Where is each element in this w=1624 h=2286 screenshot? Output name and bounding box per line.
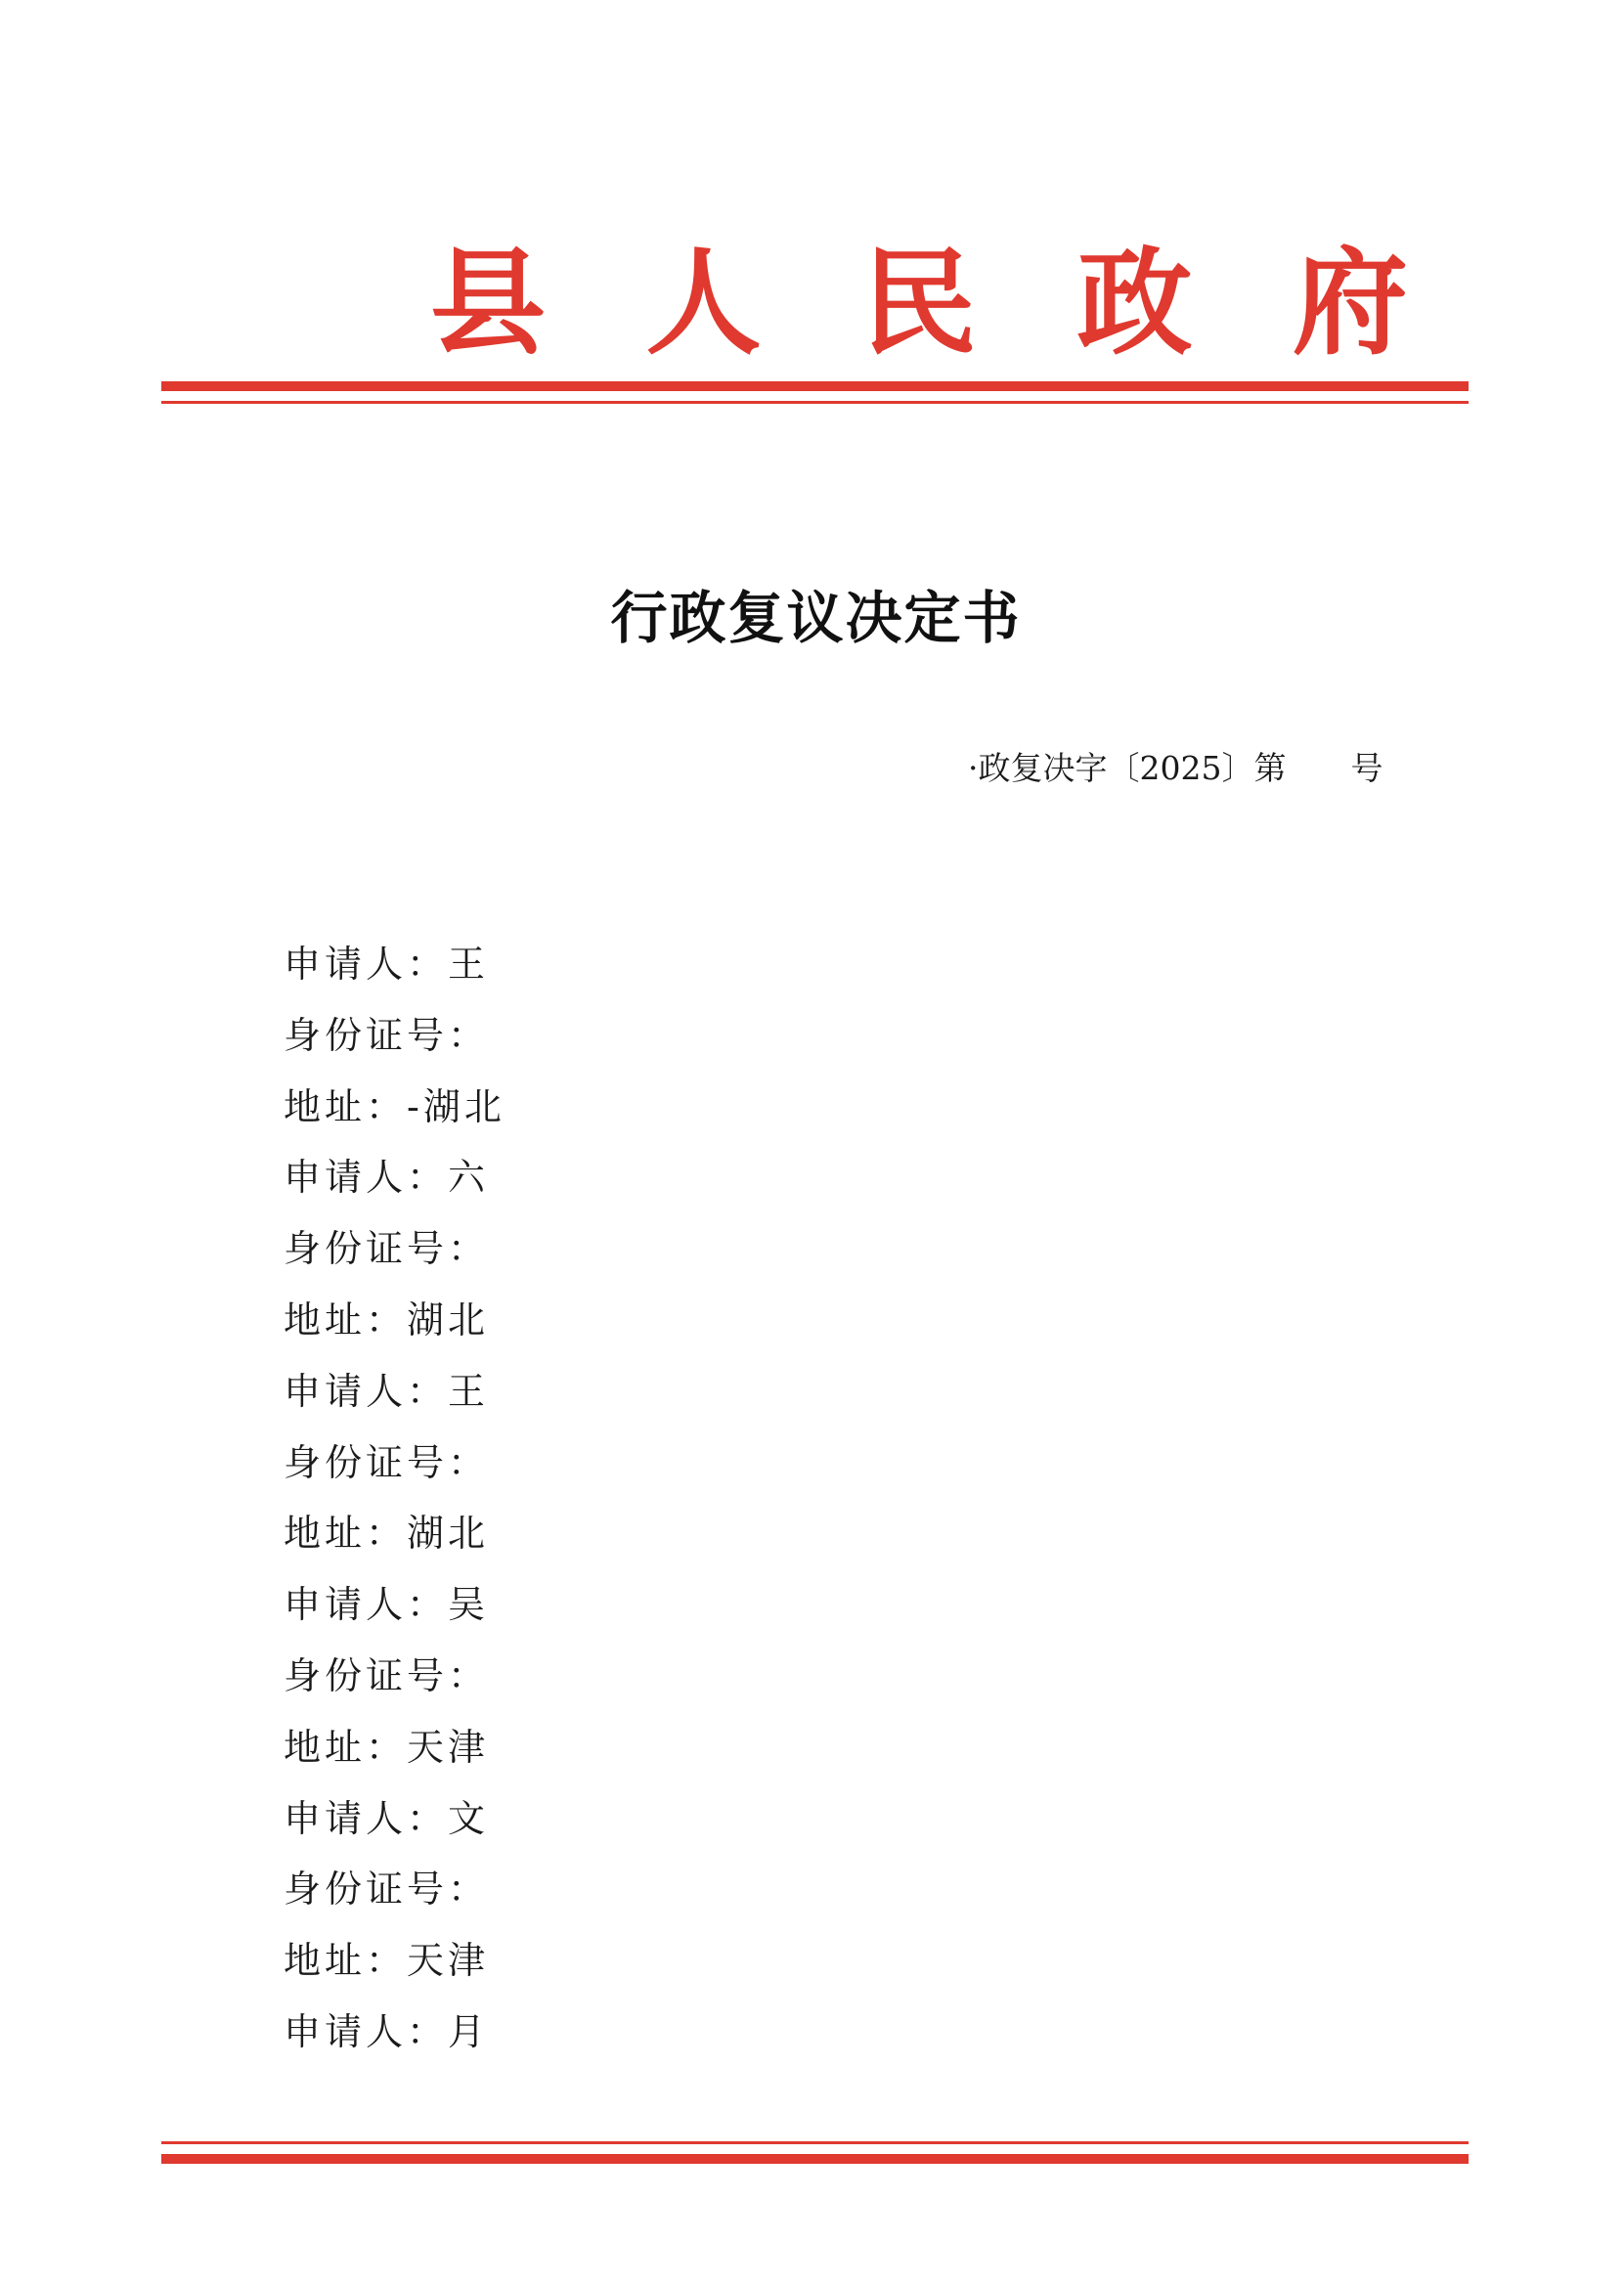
applicant-line: [284, 1356, 490, 1428]
letterhead-title: [430, 235, 1408, 372]
line-label: 地址：: [284, 1725, 408, 1769]
line-value: 湖北: [407, 1512, 490, 1556]
line-value: 湖北: [407, 1297, 490, 1341]
line-value: 天津: [407, 1939, 490, 1983]
line-value: 吴: [448, 1583, 490, 1627]
line-label: 申请人：: [284, 1369, 449, 1413]
line-label: 申请人：: [284, 1583, 449, 1627]
applicant-list: [284, 929, 505, 2063]
letterhead-char: 人: [645, 235, 762, 371]
line-label: 申请人：: [284, 943, 449, 986]
applicant-line: [284, 1072, 505, 1143]
line-value: 天津: [407, 1725, 490, 1769]
applicant-line: [284, 1854, 490, 1925]
line-label: 申请人：: [284, 2009, 449, 2053]
line-label: 地址：: [284, 1297, 408, 1341]
line-label: 身份证号：: [284, 1868, 490, 1912]
line-label: 地址：: [284, 1939, 408, 1983]
applicant-line: [284, 1142, 490, 1213]
line-label: 地址：: [284, 1084, 408, 1128]
applicant-line: [284, 1000, 490, 1072]
letterhead-char: 府: [1292, 235, 1408, 371]
applicant-line: [284, 1641, 490, 1712]
line-value: 月: [448, 2009, 490, 2053]
line-label: 身份证号：: [284, 1653, 490, 1697]
line-value: 王: [448, 943, 490, 986]
applicant-line: [284, 1712, 490, 1783]
line-label: 地址：: [284, 1512, 408, 1556]
applicant-line: [284, 1498, 490, 1569]
line-value: 王: [448, 1369, 490, 1413]
line-value: 六: [448, 1156, 490, 1200]
footer-rule-thick: [161, 2154, 1469, 2164]
letterhead-rule-thin: [161, 401, 1469, 404]
letterhead-char: 县: [430, 235, 547, 371]
applicant-line: [284, 1213, 490, 1285]
letterhead-char: 民: [860, 235, 977, 371]
line-label: 身份证号：: [284, 1227, 490, 1271]
applicant-line: [284, 1569, 490, 1641]
line-label: 申请人：: [284, 1156, 449, 1200]
footer-rule-thin: [161, 2141, 1469, 2144]
line-label: 身份证号：: [284, 1440, 490, 1484]
applicant-line: [284, 1997, 490, 2068]
applicant-line: [284, 1925, 490, 1997]
applicant-line: [284, 1428, 490, 1499]
line-value: -湖北: [407, 1084, 505, 1128]
applicant-line: [284, 1285, 490, 1356]
line-label: 申请人：: [284, 1796, 449, 1840]
document-number: ·政复决字〔2025〕第 号: [968, 749, 1383, 787]
applicant-line: [284, 929, 490, 1000]
line-value: 文: [448, 1796, 490, 1840]
applicant-line: [284, 1783, 490, 1855]
letterhead-char: 政: [1076, 235, 1193, 371]
line-label: 身份证号：: [284, 1013, 490, 1057]
letterhead-rule-thick: [161, 381, 1469, 391]
document-title: 行政复议决定书: [610, 585, 1022, 651]
